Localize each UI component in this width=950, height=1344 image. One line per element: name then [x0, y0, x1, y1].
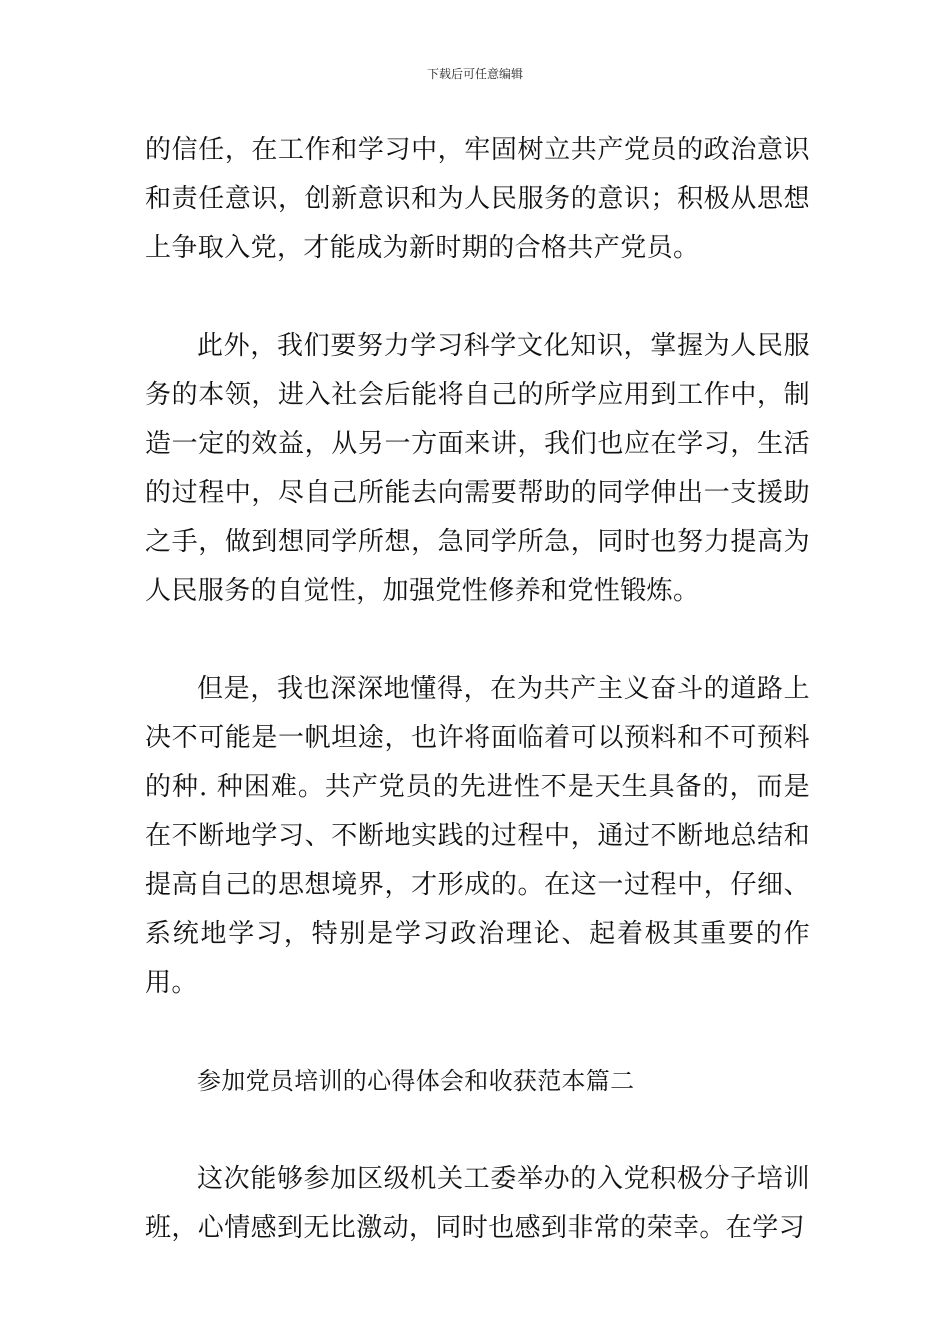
section-title: 参加党员培训的心得体会和收获范本篇二 — [197, 1067, 635, 1095]
document-body — [145, 126, 810, 1253]
paragraph-3: 但是，我也深深地懂得，在为共产主义奋斗的道路上决不可能是一帆坦途，也许将面临着可以预料和不可预料的种. 种困难。共产党员的先进性不是天生具备的，而是在不断地学习、不断地实践的过程中，通过不断地总结和提高自己的思想境界，才形成的。在这一过程中，仔细、系统地学习，特别是学习政治理论、起着极其重要的作用。 — [145, 674, 810, 998]
page-header: 下载后可任意编辑 — [426, 67, 523, 81]
paragraph-gap — [145, 1008, 810, 1057]
paragraph-gap — [145, 616, 810, 665]
paragraph-gap — [145, 273, 810, 322]
paragraph-gap — [145, 1106, 810, 1155]
paragraph-2: 此外，我们要努力学习科学文化知识，掌握为人民服务的本领，进入社会后能将自己的所学应用到工作中，制造一定的效益，从另一方面来讲，我们也应在学习，生活的过程中，尽自己所能去向需要帮助的同学伸出一支援助之手，做到想同学所想，急同学所急，同时也努力提高为人民服务的自觉性，加强党性修养和党性锻炼。 — [145, 331, 810, 606]
paragraph-4: 这次能够参加区级机关工委举办的入党积极分子培训班，心情感到无比激动，同时也感到非常的荣幸。在学习 — [145, 1164, 810, 1243]
paragraph-1: 的信任，在工作和学习中，牢固树立共产党员的政治意识和责任意识，创新意识和为人民服务的意识；积极从思想上争取入党，才能成为新时期的合格共产党员。 — [145, 135, 810, 263]
